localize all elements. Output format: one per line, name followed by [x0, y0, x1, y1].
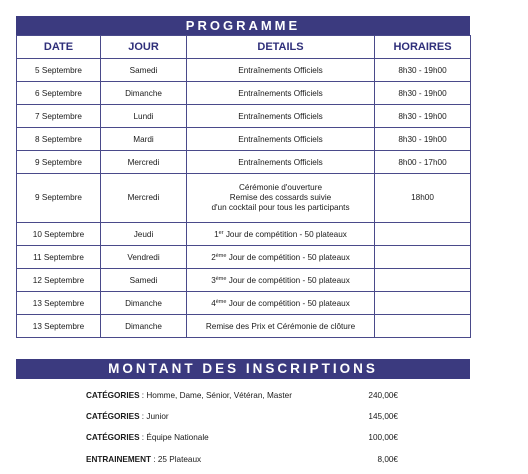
table-row: [17, 105, 471, 128]
cell-date: 13 Septembre: [17, 292, 101, 315]
cell-details: [187, 292, 375, 315]
cell-horaires: [375, 269, 471, 292]
fee-amount: 240,00€: [368, 391, 398, 400]
fee-label-text: : Équipe Nationale: [139, 433, 209, 442]
cell-details: Entraînements Officiels: [187, 151, 375, 174]
cell-jour: Vendredi: [101, 246, 187, 269]
cell-jour: Samedi: [101, 59, 187, 82]
cell-details: Remise des Prix et Cérémonie de clôture: [187, 315, 375, 338]
cell-details: Entraînements Officiels: [187, 82, 375, 105]
montant-banner: MONTANT DES INSCRIPTIONS: [16, 359, 470, 379]
cell-horaires: 18h00: [375, 174, 471, 223]
fee-amount: 8,00€: [377, 455, 398, 464]
cell-details: [187, 246, 375, 269]
cell-details: [187, 269, 375, 292]
cell-jour: Dimanche: [101, 315, 187, 338]
fee-label-bold: CATÉGORIES: [86, 391, 140, 400]
table-row: [17, 59, 471, 82]
cell-horaires: [375, 246, 471, 269]
cell-date: 11 Septembre: [17, 246, 101, 269]
cell-details: Entraînements Officiels: [187, 128, 375, 151]
details-text: Jour de compétition - 50 plateaux: [223, 229, 347, 239]
cell-jour: Samedi: [101, 269, 187, 292]
cell-date: 9 Septembre: [17, 151, 101, 174]
cell-details: Entraînements Officiels: [187, 105, 375, 128]
ordinal: 1: [214, 229, 219, 239]
table-row: [17, 128, 471, 151]
cell-jour: Lundi: [101, 105, 187, 128]
cell-horaires: 8h00 - 17h00: [375, 151, 471, 174]
cell-horaires: 8h30 - 19h00: [375, 128, 471, 151]
fee-amount: 100,00€: [368, 433, 398, 442]
fee-label-bold: CATÉGORIES: [86, 433, 140, 442]
ordinal-suffix: ème: [215, 298, 227, 305]
table-row: [17, 223, 471, 246]
fee-label-bold: ENTRAINEMENT: [86, 455, 152, 464]
cell-horaires: [375, 315, 471, 338]
fee-row: [86, 431, 398, 445]
details-text: Jour de compétition - 50 plateaux: [226, 252, 350, 262]
table-row: [17, 82, 471, 105]
fee-label-text: : Junior: [139, 412, 169, 421]
ordinal-suffix: er: [218, 229, 224, 236]
programme-banner: PROGRAMME: [16, 16, 470, 35]
table-header-row: [17, 36, 471, 59]
details-line: d'un cocktail pour tous les participants: [211, 203, 350, 212]
fee-row: [86, 453, 398, 467]
header-details: DETAILS: [187, 36, 375, 59]
cell-details: Entraînements Officiels: [187, 59, 375, 82]
table-row: [17, 315, 471, 338]
table-row: [17, 269, 471, 292]
cell-date: 8 Septembre: [17, 128, 101, 151]
programme-table: [16, 35, 471, 338]
header-date: DATE: [17, 36, 101, 59]
ordinal-suffix: ème: [215, 252, 227, 259]
fee-row: [86, 410, 398, 424]
cell-details: [187, 174, 375, 223]
cell-jour: Dimanche: [101, 292, 187, 315]
cell-date: 6 Septembre: [17, 82, 101, 105]
details-line: Cérémonie d'ouverture: [238, 183, 323, 192]
cell-jour: Jeudi: [101, 223, 187, 246]
cell-date: 10 Septembre: [17, 223, 101, 246]
table-row: [17, 151, 471, 174]
cell-horaires: [375, 223, 471, 246]
cell-jour: Mercredi: [101, 174, 187, 223]
cell-horaires: 8h30 - 19h00: [375, 82, 471, 105]
details-line: Remise des cossards suivie: [229, 193, 332, 202]
cell-date: 12 Septembre: [17, 269, 101, 292]
table-row: [17, 174, 471, 223]
ordinal: 4: [211, 298, 216, 308]
ordinal: 2: [211, 252, 216, 262]
cell-horaires: 8h30 - 19h00: [375, 59, 471, 82]
cell-date: 5 Septembre: [17, 59, 101, 82]
ordinal: 3: [211, 275, 216, 285]
fee-amount: 145,00€: [368, 412, 398, 421]
table-row: [17, 292, 471, 315]
cell-jour: Mardi: [101, 128, 187, 151]
fee-label-text: : 25 Plateaux: [151, 455, 202, 464]
fee-label-text: : Homme, Dame, Sénior, Vétéran, Master: [139, 391, 292, 400]
ordinal-suffix: ème: [215, 275, 227, 282]
cell-details: [187, 223, 375, 246]
cell-date: 7 Septembre: [17, 105, 101, 128]
cell-date: 13 Septembre: [17, 315, 101, 338]
fee-row: [86, 389, 398, 403]
header-jour: JOUR: [101, 36, 187, 59]
fee-label-bold: CATÉGORIES: [86, 412, 140, 421]
cell-jour: Dimanche: [101, 82, 187, 105]
cell-date: 9 Septembre: [17, 174, 101, 223]
cell-horaires: [375, 292, 471, 315]
details-text: Jour de compétition - 50 plateaux: [226, 298, 350, 308]
cell-horaires: 8h30 - 19h00: [375, 105, 471, 128]
cell-jour: Mercredi: [101, 151, 187, 174]
header-horaires: HORAIRES: [375, 36, 471, 59]
table-row: [17, 246, 471, 269]
details-text: Jour de compétition - 50 plateaux: [226, 275, 350, 285]
